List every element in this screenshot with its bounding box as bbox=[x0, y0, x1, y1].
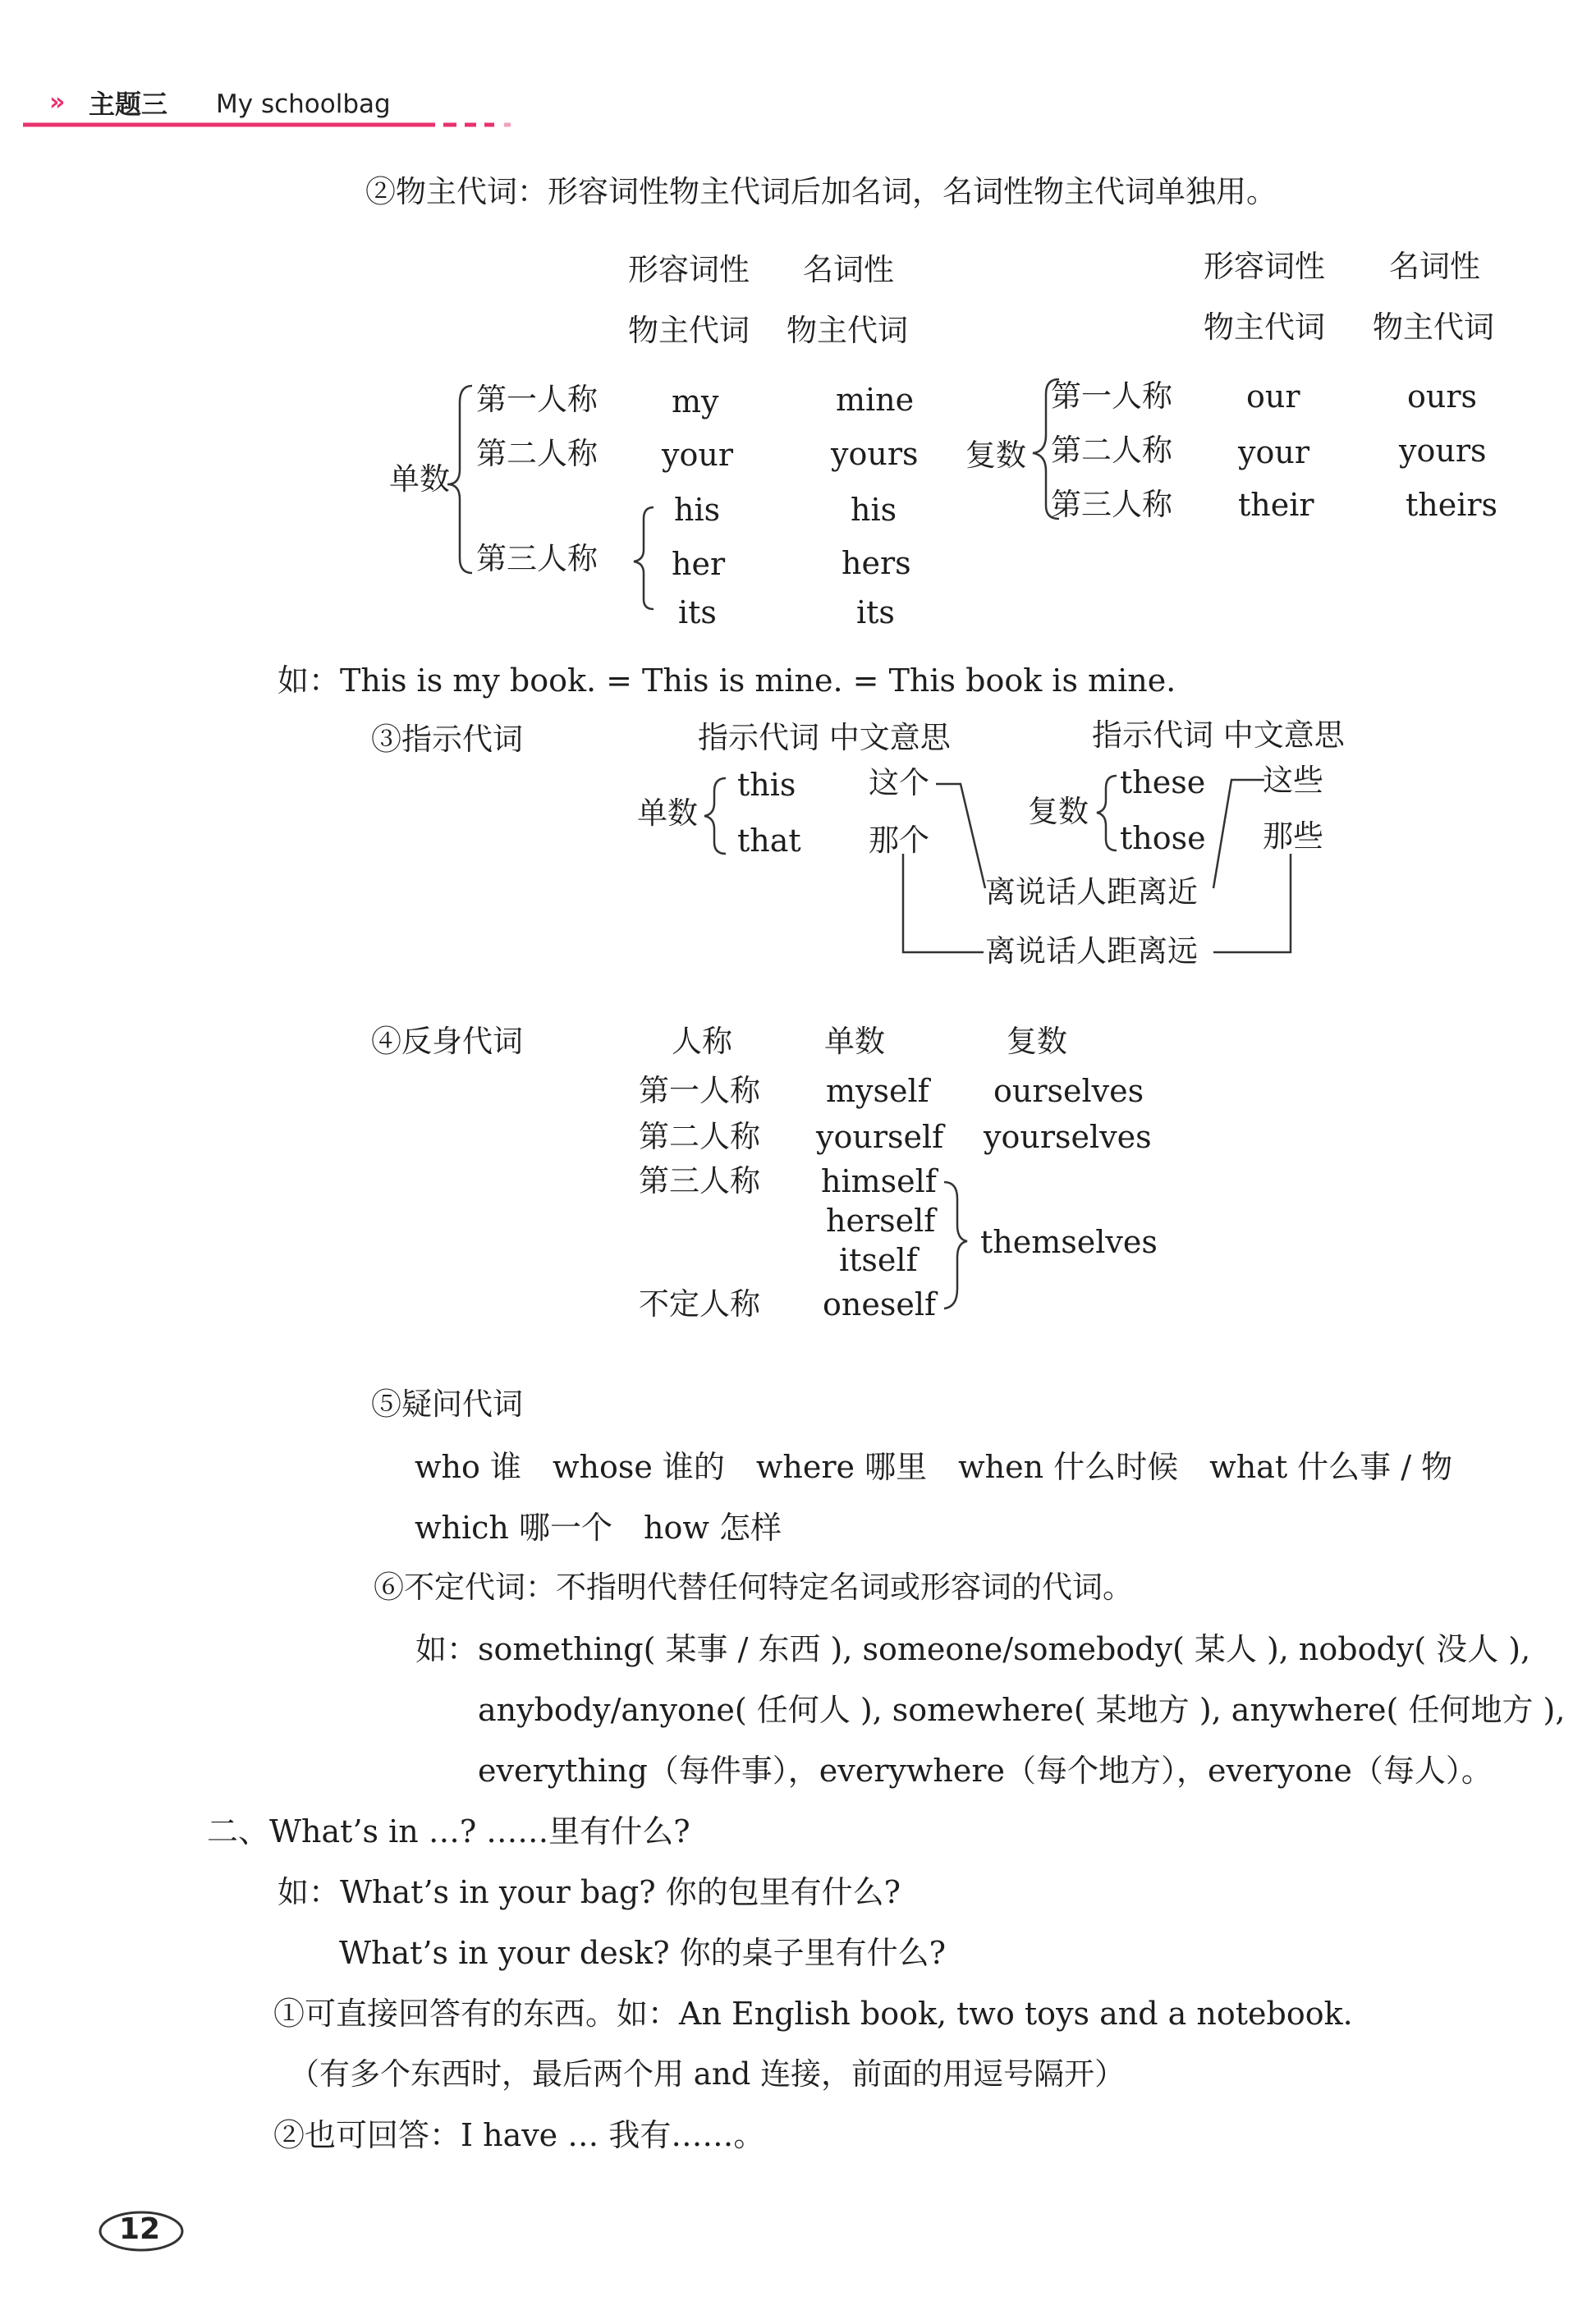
far-note: 离说话人距离远 bbox=[985, 933, 1198, 969]
person-label: 第三人称 bbox=[1051, 487, 1172, 522]
singular-reflexive: herself bbox=[826, 1203, 936, 1239]
page-number: 12 bbox=[119, 2212, 161, 2246]
col-header-noun-1: 名词性 bbox=[803, 252, 894, 287]
example-line: everything（每件事），everywhere（每个地方），everyone（每人）。 bbox=[478, 1753, 1493, 1789]
person-label: 第三人称 bbox=[639, 1163, 760, 1199]
example-line: anybody/anyone( 任何人 ), somewhere( 某地方 ), anywhere( 任何地方 ), bbox=[478, 1692, 1566, 1728]
noun-pronoun: mine bbox=[836, 382, 915, 418]
pronoun-meaning: 这些 bbox=[1263, 763, 1323, 798]
plural-reflexive: yourselves bbox=[984, 1119, 1152, 1155]
person-label: 第一人称 bbox=[1051, 378, 1172, 414]
singular-reflexive: yourself bbox=[816, 1119, 944, 1155]
singular-label: 单数 bbox=[637, 795, 698, 831]
col-header: 复数 bbox=[1007, 1024, 1067, 1059]
adj-pronoun: your bbox=[662, 437, 733, 473]
noun-pronoun: yours bbox=[1399, 433, 1487, 469]
noun-pronoun: hers bbox=[842, 545, 911, 581]
section-heading: ④反身代词 bbox=[371, 1024, 523, 1059]
col-header-adj-2: 物主代词 bbox=[1204, 309, 1325, 345]
noun-pronoun: his bbox=[851, 492, 897, 528]
person-label: 第二人称 bbox=[639, 1119, 760, 1154]
col-header-adj-1: 形容词性 bbox=[1204, 249, 1325, 284]
pronoun-meaning: 那些 bbox=[1263, 818, 1323, 854]
singular-reflexive: himself bbox=[821, 1163, 937, 1199]
example-sentence: 如：This is my book. = This is mine. = This book is mine. bbox=[277, 662, 1176, 699]
person-label: 第三人称 bbox=[476, 541, 598, 576]
person-label: 不定人称 bbox=[639, 1286, 760, 1322]
answer-item: ②也可回答：I have … 我有……。 bbox=[273, 2117, 765, 2153]
near-note: 离说话人距离近 bbox=[985, 874, 1198, 910]
singular-reflexive: oneself bbox=[823, 1286, 937, 1322]
person-label: 第一人称 bbox=[476, 382, 598, 417]
example-line: What’s in your desk? 你的桌子里有什么? bbox=[339, 1935, 947, 1971]
person-label: 第一人称 bbox=[639, 1073, 760, 1108]
pronoun-meaning: 那个 bbox=[869, 823, 929, 858]
pronoun-word: this bbox=[737, 767, 796, 803]
section-heading: ③指示代词 bbox=[371, 722, 523, 757]
col-header: 单数 bbox=[824, 1024, 885, 1059]
col-header-adj-2: 物主代词 bbox=[628, 313, 750, 348]
noun-pronoun: theirs bbox=[1406, 487, 1498, 523]
example-line: 如：something( 某事 / 东西 ), someone/somebody( 某人 ), nobody( 没人 ), bbox=[415, 1631, 1531, 1667]
noun-pronoun: yours bbox=[831, 436, 919, 472]
adj-pronoun: your bbox=[1238, 434, 1309, 470]
singular-label: 单数 bbox=[389, 461, 450, 497]
pronoun-word: these bbox=[1120, 764, 1206, 800]
adj-pronoun: his bbox=[674, 492, 721, 528]
col-header: 指示代词 中文意思 bbox=[1092, 717, 1345, 753]
section-heading: ⑥不定代词：不指明代替任何特定名词或形容词的代词。 bbox=[374, 1570, 1133, 1605]
person-label: 第二人称 bbox=[1051, 433, 1172, 468]
pronoun-list-line: which 哪一个 how 怎样 bbox=[415, 1510, 782, 1546]
pronoun-word: that bbox=[737, 823, 801, 859]
example-line: 如：What’s in your bag? 你的包里有什么? bbox=[277, 1874, 901, 1910]
plural-reflexive: ourselves bbox=[993, 1073, 1144, 1109]
adj-pronoun: their bbox=[1238, 487, 1314, 523]
person-label: 第二人称 bbox=[476, 436, 598, 471]
pronoun-word: those bbox=[1120, 820, 1206, 856]
section-heading: ②物主代词：形容词性物主代词后加名词，名词性物主代词单独用。 bbox=[365, 174, 1277, 209]
adj-pronoun: my bbox=[672, 383, 719, 419]
answer-note: （有多个东西时，最后两个用 and 连接，前面的用逗号隔开） bbox=[289, 2056, 1126, 2092]
adj-pronoun: its bbox=[678, 594, 717, 630]
singular-reflexive: myself bbox=[826, 1073, 929, 1109]
col-header-noun-2: 物主代词 bbox=[787, 313, 908, 348]
pronoun-meaning: 这个 bbox=[869, 765, 929, 800]
plural-label: 复数 bbox=[965, 438, 1026, 473]
section-heading: 二、What’s in …? ……里有什么? bbox=[207, 1813, 690, 1850]
col-header-noun-1: 名词性 bbox=[1389, 249, 1480, 284]
section-heading: ⑤疑问代词 bbox=[371, 1387, 523, 1422]
plural-reflexive: themselves bbox=[980, 1224, 1158, 1260]
col-header-noun-2: 物主代词 bbox=[1373, 309, 1494, 345]
noun-pronoun: ours bbox=[1407, 378, 1478, 415]
double-chevron-right-icon: » bbox=[49, 88, 66, 117]
col-header: 人称 bbox=[672, 1024, 732, 1059]
singular-reflexive: itself bbox=[839, 1242, 918, 1278]
adj-pronoun: our bbox=[1246, 378, 1300, 415]
pronoun-list-line: who 谁 whose 谁的 where 哪里 when 什么时候 what 什么事 / 物 bbox=[415, 1449, 1453, 1485]
topic-label: 主题三 bbox=[89, 89, 168, 120]
topic-title: My schoolbag bbox=[216, 89, 391, 119]
col-header-adj-1: 形容词性 bbox=[628, 252, 750, 287]
noun-pronoun: its bbox=[856, 594, 895, 630]
col-header: 指示代词 中文意思 bbox=[698, 720, 951, 755]
plural-label: 复数 bbox=[1028, 794, 1089, 829]
adj-pronoun: her bbox=[672, 546, 726, 582]
answer-item: ①可直接回答有的东西。如：An English book, two toys and a notebook. bbox=[273, 1996, 1353, 2032]
